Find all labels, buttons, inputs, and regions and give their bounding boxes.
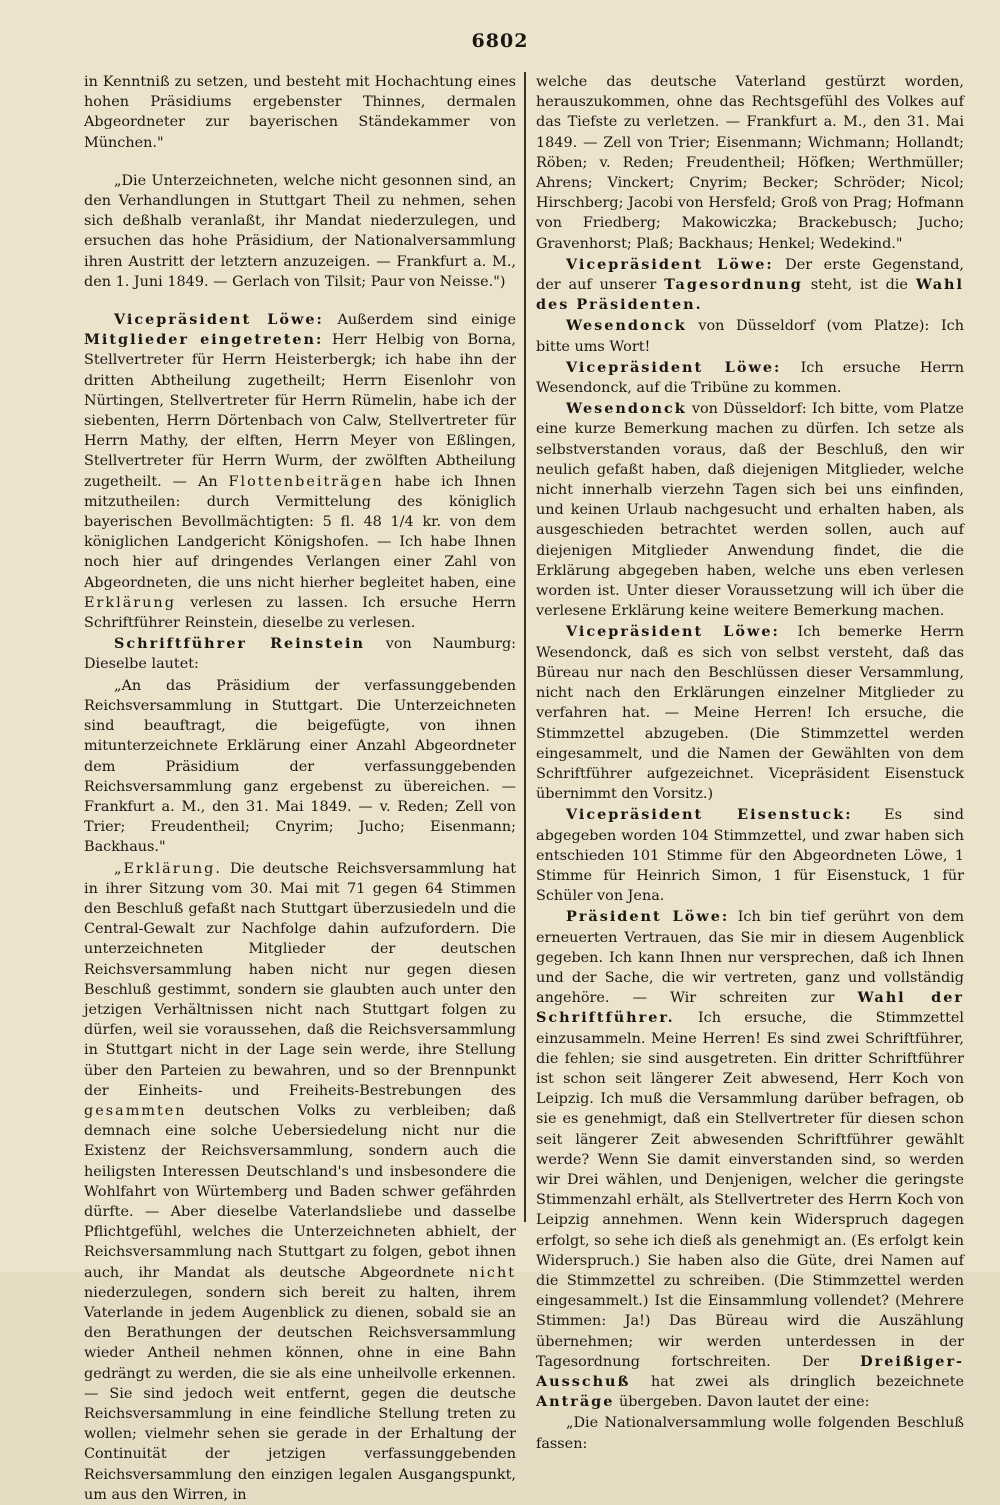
declaration-text: deutschen Volks zu verbleiben; daß demnach eine solche Uebersiedelung nicht nur die Existenz der Reichsversammlung, sondern auch die heiligsten Interessen Deutschland's und insbesondere die Wohlfahrt von Würtemberg und Baden schwer gefährden dürfte. — Aber dieselbe Vaterlandsliebe und dasselbe Pflichtgefühl, welches die Unterzeichneten abhielt, der Reichsversammlung nach Stuttgart zu folgen, gebot ihnen auch, ihr Mandat als deutsche Abgeordnete (84, 1102, 516, 1281)
speech-text: Ich bemerke Herrn Wesendonck, daß es sich von selbst versteht, daß das Büreau nur nach den Beschlüssen dieser Versammlung, nicht nach den Erklärungen einzelner Mitglieder zu verfahren hat. — Meine Herren! Ich ersuche, die Stimmzettel abzugeben. (Die Stimmzettel werden eingesammelt, und die Namen der Gewählten von dem Schriftführer aufgezeichnet. Vicepräsident Eisenstuck übernimmt den Vorsitz.) (536, 624, 964, 803)
speech-text: Ich bin tief gerührt von dem erneuerten Vertrauen, das Sie mir in diesem Augenblick gegeben. Ich kann Ihnen nur versprechen, daß ich Ihnen und der Sache, die wir vertreten, ganz und vollständig angehöre. — Wir schreiten zur (536, 909, 964, 1007)
speaker-name: Präsident Löwe: (566, 908, 730, 926)
spaced-text: Anträge (536, 1393, 615, 1411)
spaced-text: Mitglieder eingetreten: (84, 331, 324, 349)
paragraph: welche das deutsche Vaterland gestürzt worden, herauszukommen, ohne das Rechtsgefühl des Volkes auf das Tiefste zu verletzen. — Frankfurt a. M., den 31. Mai 1849. — Zell von Trier; Eisenmann; Wichmann; Hollandt; Röben; v. Reden; Freudentheil; Höfken; Werthmüller; Ahrens; Vinckert; Cnyrim; Becker; Schröder; Nicol; Hirschberg; Jacobi von Hersfeld; Groß von Prag; Hofmann von Friedberg; Makowiczka; Brackebusch; Jucho; Gravenhorst; Plaß; Backhaus; Henkel; Wedekind." (536, 74, 964, 252)
speaker-name: Vicepräsident Löwe: (114, 311, 324, 329)
speaker-name: Vicepräsident Löwe: (566, 255, 774, 273)
speech-paragraph (84, 634, 516, 674)
speech-text: Ich ersuche, die Stimmzettel einzusammeln. Meine Herren! Es sind zwei Schriftführer, die fehlen; sie sind ausgetreten. Ein dritter Schriftführer ist schon seit längerer Zeit abwesend, Herr Koch von Leipzig. Ich muß die Versammlung darüber befragen, ob sie es genehmigt, daß ein Stellvertreter für diesen schon seit längerer Zeit abwesenden Schriftführer gewählt werde? Wenn Sie damit einverstanden sind, so werden wir Drei wählen, und Denjenigen, welcher die geringste Stimmenzahl erhält, als Stellvertreter des Herrn Koch von Leipzig annehmen. Wenn kein Widerspruch dagegen erfolgt, so sehe ich dieß als genehmigt an. (Es erfolgt kein Widerspruch.) Sie haben also die Güte, drei Namen auf die Stimmzettel zu schreiben. (Die Stimmzettel werden eingesammelt.) Ist die Einsammlung vollendet? (Mehrere Stimmen: Ja!) Das Büreau wird die Auszählung übernehmen; wir werden unterdessen in der Tagesordnung fortschreiten. Der (536, 1010, 964, 1370)
speaker-name: Vicepräsident Löwe: (566, 623, 780, 641)
spaced-text: Tagesordnung (664, 276, 803, 294)
speech-paragraph (536, 805, 964, 906)
speech-text: verlesen zu lassen. Ich ersuche Herrn Schriftführer Reinstein, dieselbe zu verlesen. (84, 594, 516, 632)
paragraph: „An das Präsidium der verfassunggebenden Reichsversammlung in Stuttgart. Die Unterzeichneten sind beauftragt, die beigefügte, von ihnen mitunterzeichnete Erklärung einer Anzahl Abgeordneter dem Präsidium der verfassunggebenden Reichsversammlung ganz ergebenst zu übereichen. — Frankfurt a. M., den 31. Mai 1849. — v. Reden; Zell von Trier; Freudentheil; Cnyrim; Jucho; Eisenmann; Backhaus." (84, 677, 516, 856)
left-column (84, 72, 517, 1503)
speaker-name: Wesendonck (566, 317, 687, 335)
speech-text: von Düsseldorf: Ich bitte, vom Platze eine kurze Bemerkung machen zu dürfen. Ich setze als selbstverstanden voraus, daß der Beschluß, den wir neulich gefaßt haben, daß diejenigen Mitglieder, welche nicht innerhalb vierzehn Tagen sich bei uns einfinden, und keinen Urlaub nachgesucht und erhalten haben, als ausgeschieden betrachtet werden sollen, auch auf diejenigen Mitglieder Anwendung findet, die die Erklärung abgegeben haben, welche uns eben verlesen worden ist. Unter dieser Voraussetzung will ich über die verlesene Erklärung keine weitere Bemerkung machen. (536, 401, 964, 620)
speech-text: habe ich Ihnen mitzutheilen: durch Vermittelung des königlich bayerischen Bevollmächtigten: 5 fl. 48 1/4 kr. von dem königlichen Landgericht Königshofen. — Ich habe Ihnen noch hier auf dringendes Verlangen einer Zahl von Abgeordneten, die uns nicht hierher begleitet haben, eine (84, 473, 516, 591)
speech-text: Außerdem sind einige (323, 312, 517, 329)
declaration-paragraph (84, 859, 516, 1505)
speaker-name: Vicepräsident Löwe: (566, 358, 782, 376)
speech-text: von Naumburg: Dieselbe lautet: (84, 636, 517, 673)
speech-text: Es sind abgegeben worden 104 Stimmzettel, und zwar haben sich entschieden 101 Stimme für den Abgeordneten Löwe, 1 Stimme für Heinrich Simon, 1 für Eisenstuck, 1 für Schüler von Jena. (536, 807, 964, 905)
declaration-text: Die deutsche Reichsversammlung hat in ihrer Sitzung vom 30. Mai mit 71 gegen 64 Stimmen den Beschluß gefaßt nach Stuttgart überzusiedeln und die Central-Gewalt zur Nachfolge dahin aufzufordern. Die unterzeichneten Mitglieder der deutschen Reichsversammlung haben nicht nur gegen diesen Beschluß gestimmt, sondern sie glaubten auch unter den jetzigen Verhältnissen nicht nach Stuttgart folgen zu dürfen, weil sie voraussehen, daß die Reichsversammlung in Stuttgart nicht in der Lage sein werde, ihre Stellung über den Parteien zu bewahren, und so der Brennpunkt der Einheits- und Freiheits-Bestrebungen des (84, 860, 516, 1099)
speech-paragraph (536, 907, 964, 1412)
spaced-text: Flottenbeiträgen (228, 473, 384, 490)
speech-paragraph (84, 310, 516, 633)
speech-paragraph (536, 316, 964, 356)
paragraph: „Die Unterzeichneten, welche nicht gesonnen sind, an den Verhandlungen in Stuttgart Theil zu nehmen, sehen sich deßhalb veranlaßt, ihr Mandat niederzulegen, und ersuchen das hohe Präsidium, der Nationalversammlung ihren Austritt der letztern anzuzeigen. — Frankfurt a. M., den 1. Juni 1849. — Gerlach von Tilsit; Paur von Neisse.") (84, 172, 516, 290)
paragraph: „Die Nationalversammlung wolle folgenden Beschluß fassen: (536, 1415, 964, 1452)
speaker-name: Schriftführer Reinstein (114, 635, 365, 653)
paragraph: in Kenntniß zu setzen, und besteht mit Hochachtung eines hohen Präsidiums ergebenster Thinnes, dermalen Abgeordneter zur bayerischen Ständekammer von München." (84, 74, 516, 151)
speech-text: steht, ist die (802, 277, 916, 294)
speaker-name: Wesendonck (566, 400, 687, 418)
speech-text: Der erste Gegenstand, der auf unserer (536, 256, 964, 294)
declaration-text: niederzulegen, sondern sich bereit zu halten, ihrem Vaterlande in jedem Augenblick zu dienen, sobald sie an den Berathungen der deutschen Reichsversammlung wieder Antheil nehmen können, ohne in eine Bahn gedrängt zu werden, die sie als eine unheilvolle erkennen. — Sie sind jedoch weit entfernt, gegen die deutsche Reichsversammlung in eine feindliche Stellung treten zu wollen; vielmehr sehen sie gerade in der Erhaltung der Continuität der jetzigen verfassunggebenden Reichsversammlung den einzigen legalen Ausgangspunkt, um aus den Wirren, in (84, 1284, 516, 1503)
speech-text: von Düsseldorf (vom Platze): Ich bitte ums Wort! (536, 318, 964, 355)
speech-text: Ich ersuche Herrn Wesendonck, auf die Tribüne zu kommen. (536, 359, 964, 397)
speaker-name: Vicepräsident Eisenstuck: (566, 806, 853, 824)
spaced-text: Dreißiger-Ausschuß (536, 1352, 964, 1390)
speech-text: hat zwei als dringlich bezeichnete (630, 1374, 964, 1390)
column-divider (524, 72, 526, 1222)
speech-text: Herr Helbig von Borna, Stellvertreter für Herrn Heisterbergk; ich habe ihn der dritten Abtheilung zugetheilt; Herrn Eisenlohr von Nürtingen, Stellvertreter für Herrn Rümelin, habe ich der siebenten, Herrn Dörtenbach von Calw, Stellvertreter für Herrn Mathy, der elften, Herrn Meyer von Eßlingen, Stellvertreter für Herrn Wurm, der zwölften Abtheilung zugetheilt. — An (84, 332, 517, 490)
right-column (536, 72, 964, 1452)
speech-text: übergeben. Davon lautet der eine: (614, 1394, 870, 1411)
speech-paragraph (536, 358, 964, 398)
spaced-text: nicht (469, 1264, 516, 1281)
spaced-text: gesammten (84, 1102, 187, 1119)
spaced-text: Wahl der Schriftführer. (536, 989, 964, 1027)
speech-paragraph (536, 622, 964, 804)
speech-paragraph (536, 399, 964, 621)
page-number: 6802 (471, 30, 529, 52)
spaced-text: Erklärung (84, 594, 176, 611)
speech-paragraph (536, 255, 964, 316)
spaced-text: Wahl des Präsidenten. (536, 276, 964, 314)
spaced-text: „Erklärung. (114, 860, 222, 877)
